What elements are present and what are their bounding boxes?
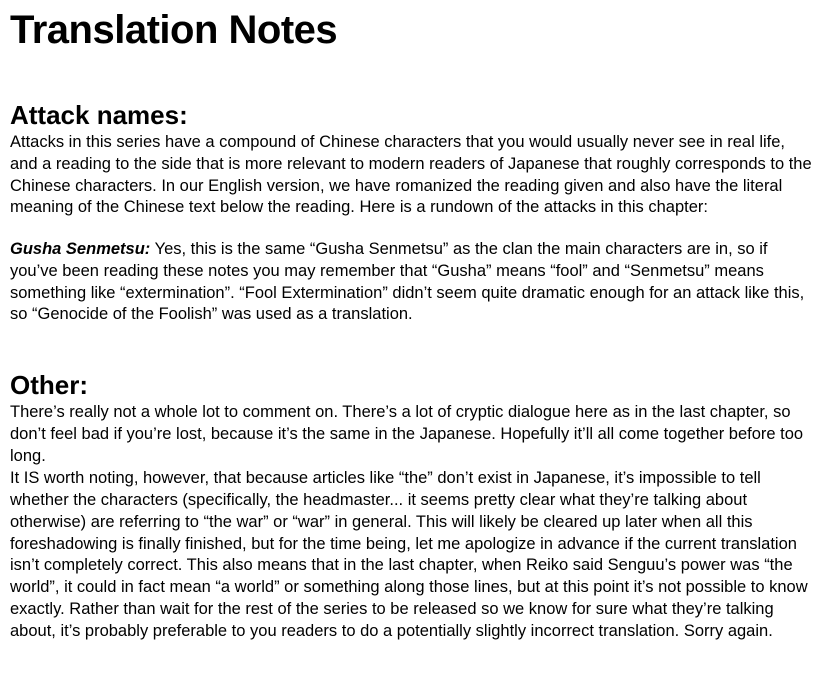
paragraph-attack-names-intro: Attacks in this series have a compound of Chinese characters that you would usually never see in real life, and a reading to the side that is more relevant to modern readers of Japanese that roughly corresponds to the Chinese characters. In our English version, we have romanized the reading given and also have the literal meaning of the Chinese text below the reading. Here is a rundown of the attacks in this chapter: [10,133,812,217]
section-heading-attack-names: Attack names: [10,100,188,130]
section-heading-other: Other: [10,370,88,401]
paragraph-other-first: There’s really not a whole lot to comment on. There’s a lot of cryptic dialogue here as in the last chapter, so don’t feel bad if you’re lost, because it’s the same in the Japanese. Hopefully it’ll all come together before too long. [10,403,804,465]
page-title: Translation Notes [10,8,338,52]
term-description-gusha-senmetsu: Yes, this is the same “Gusha Senmetsu” as the clan the main characters are in, so if you’ve been reading these notes you may remember that “Gusha” means “fool” and “Senmetsu” means something like “extermination”. “Fool Extermination” didn’t seem quite dramatic enough for an attack like this, so “Genocide of the Foolish” was used as a translation. [10,240,805,324]
paragraph-gusha-senmetsu [10,239,817,326]
paragraph-other-second: It IS worth noting, however, that because articles like “the” don’t exist in Japanese, it’s impossible to tell whether the characters (specifically, the headmaster... it seems pretty clear what they’re talking about otherwise) are referring to “the war” or “war” in general. This will likely be cleared up later when all this foreshadowing is finally finished, but for the time being, let me apologize in advance if the current translation isn’t completely correct. This also means that in the last chapter, when Reiko said Senguu’s power was “the world”, it could in fact mean “a world” or something along those lines, but at this point it’s not possible to know exactly. Rather than wait for the rest of the series to be released so we know for sure what they’re talking about, it’s probably preferable to you readers to do a potentially slightly incorrect translation. Sorry again. [10,469,808,640]
term-label-gusha-senmetsu: Gusha Senmetsu: [10,240,151,259]
